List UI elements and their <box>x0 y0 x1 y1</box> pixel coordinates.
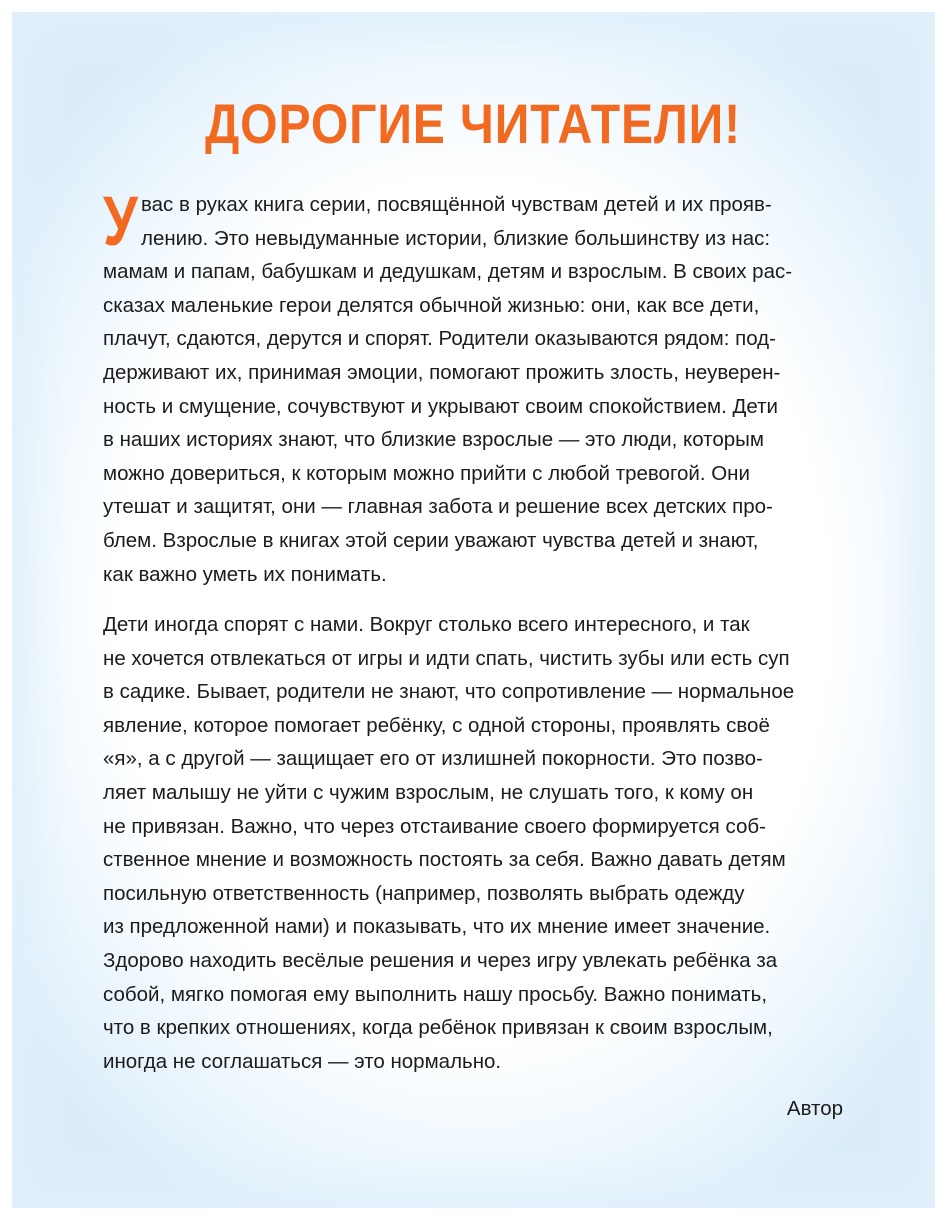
text-line: держивают их, принимая эмоции, помогают прожить злость, неуверен- <box>103 360 781 384</box>
text-line: в наших историях знают, что близкие взрослые — это люди, которым <box>103 428 764 452</box>
text-line: Здорово находить весёлые решения и через игру увлекать ребёнка за <box>103 948 778 972</box>
text-line: «я», а с другой — защищает его от излишней покорности. Это позво- <box>103 747 763 771</box>
text-line: Дети иногда спорят с нами. Вокруг столько всего интересного, и так <box>103 613 750 636</box>
text-line: как важно уметь их понимать. <box>103 562 387 586</box>
text-line: из предложенной нами) и показывать, что их мнение имеет значение. <box>103 915 771 939</box>
text-line: ственное мнение и возможность постоять за себя. Важно давать детям <box>103 848 786 872</box>
author-signature: Автор <box>786 1097 843 1120</box>
text-line: ляет малышу не уйти с чужим взрослым, не слушать того, к кому он <box>103 780 754 804</box>
text-line: блем. Взрослые в книгах этой серии уважают чувства детей и знают, <box>103 528 759 552</box>
text-line: можно довериться, к которым можно прийти с любой тревогой. Они <box>103 461 750 485</box>
text-line: плачут, сдаются, дерутся и спорят. Родители оказываются рядом: под- <box>103 327 776 351</box>
text-line: не привязан. Важно, что через отстаивание своего формируется соб- <box>103 814 766 838</box>
paragraph-intro <box>103 182 843 591</box>
text-line: не хочется отвлекаться от игры и идти спать, чистить зубы или есть суп <box>103 646 790 670</box>
text-line: собой, мягко помогая ему выполнить нашу просьбу. Важно понимать, <box>103 982 768 1006</box>
text-line: иногда не соглашаться — это нормально. <box>103 1049 502 1073</box>
drop-cap: У <box>103 182 138 260</box>
text-line: что в крепких отношениях, когда ребёнок привязан к своим взрослым, <box>103 1016 773 1040</box>
text-line: ность и смущение, сочувствуют и укрывают своим спокойствием. Дети <box>103 394 778 418</box>
text-line: в садике. Бывает, родители не знают, что сопротивление — нормальное <box>103 680 795 704</box>
text-line: сказах маленькие герои делятся обычной жизнью: они, как все дети, <box>103 293 760 317</box>
page-title: ДОРОГИЕ ЧИТАТЕЛИ! <box>205 92 741 155</box>
text-line: явление, которое помогает ребёнку, с одной стороны, проявлять своё <box>103 713 770 737</box>
text-line: вас в руках книга серии, посвящённой чувствам детей и их прояв- <box>141 193 772 216</box>
text-line: мамам и папам, бабушкам и дедушкам, детям и взрослым. В своих рас- <box>103 260 793 284</box>
text-line: посильную ответственность (например, позволять выбрать одежду <box>103 881 745 905</box>
paragraph-second <box>103 608 843 1078</box>
text-line: лению. Это невыдуманные истории, близкие большинству из нас: <box>141 226 771 250</box>
text-line: утешат и защитят, они — главная забота и решение всех детских про- <box>103 495 773 519</box>
